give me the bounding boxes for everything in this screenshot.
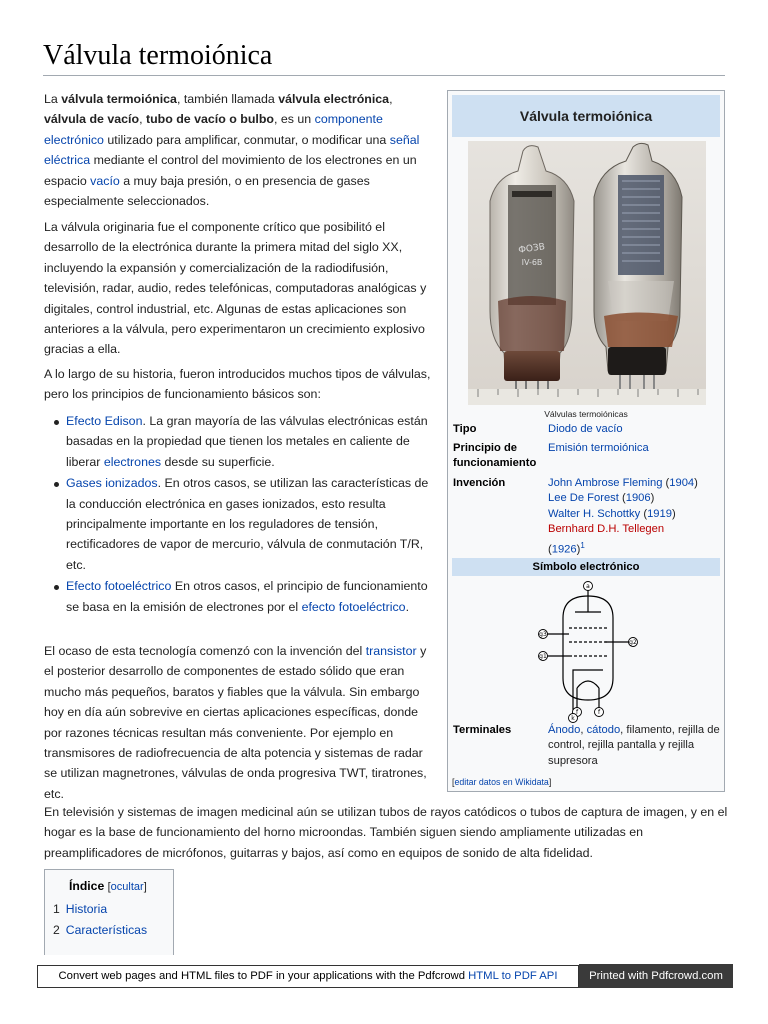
- bold-term: válvula electrónica: [278, 92, 390, 106]
- link-anodo[interactable]: Ánodo: [548, 724, 581, 736]
- wikidata-edit: [editar datos en Wikidata]: [452, 777, 552, 787]
- symbol-label-g1: g1: [539, 653, 547, 660]
- text: , filamento, rejilla de control, rejilla pantalla y rejilla supresora: [548, 724, 720, 767]
- list-item: [50, 473, 435, 575]
- text: .: [405, 599, 410, 614]
- text: , también llamada: [176, 92, 279, 106]
- text: y el posterior desarrollo de componentes de estado sólido que eran mucho más pequeños, baratos y fiables que la válvula. Sin embargo hoy en día aún sobrevive en ciertas aplicaciones específicas, donde por razones técnicas resultan más conveniente. Por ejemplo en transmisores de radiofrecuencia de alta potencia y sistemas de radar se utilizan magnetrones, válvulas de onda progresiva TWT, tiratrones, etc.: [44, 644, 427, 801]
- text: , es un: [274, 112, 315, 127]
- inventor-entry: John Ambrose Fleming (1904): [548, 477, 698, 489]
- toc-header: Índice [ocultar]: [69, 879, 147, 893]
- inventor-entry: Lee De Forest (1906): [548, 492, 655, 505]
- photo-caption: Válvulas termoiónicas: [544, 409, 628, 419]
- toc-toggle-link[interactable]: ocultar: [110, 881, 144, 893]
- decline-paragraph: [44, 641, 434, 804]
- text: . La gran mayoría de las válvulas electrónicas están basadas en la propiedad que tienen los metales en caliente de liberar: [66, 414, 428, 469]
- photo-tube-marking: IV-6B: [521, 258, 543, 267]
- link-senal-electrica[interactable]: señal eléctrica: [44, 132, 420, 168]
- inventor-entry: Walter H. Schottky (1919): [548, 507, 676, 520]
- text: . En otros casos, se utilizan las características de la conducción electrónica en gases ionizados, esto resulta principalmente importante en los reguladores de tensión, rectificadores de vapor de mercurio, válvula de conmutación T/R, etc.: [66, 476, 429, 572]
- svg-text:ФОЗВ: ФОЗВ: [517, 242, 546, 256]
- pdfcrowd-banner: [37, 965, 579, 988]
- text: utilizado para amplificar, conmutar, o modificar una: [103, 132, 390, 147]
- principles-intro: A lo largo de su historia, fueron introducidos muchos tipos de válvulas, pero los principios de funcionamiento básicos son:: [44, 367, 431, 402]
- row-label: Terminales: [453, 724, 512, 736]
- link-gases-ionizados[interactable]: Gases ionizados: [66, 476, 158, 491]
- toc-title: Índice: [69, 879, 105, 893]
- inventors-list: [548, 476, 723, 558]
- html-to-pdf-api-link[interactable]: HTML to PDF API: [468, 970, 558, 982]
- link-year[interactable]: 1919: [647, 507, 672, 520]
- symbol-label-a: a: [586, 583, 590, 590]
- list-item: [50, 576, 435, 617]
- link-transistor[interactable]: transistor: [365, 644, 417, 658]
- infobox: [447, 90, 725, 792]
- page-title: Válvula termoiónica: [43, 40, 273, 71]
- link-inventor-schottky[interactable]: Walter H. Schottky: [548, 507, 641, 520]
- table-of-contents: [44, 869, 174, 955]
- redlink-inventor-tellegen[interactable]: Bernhard D.H. Tellegen: [548, 523, 665, 536]
- link-year[interactable]: 1906: [625, 492, 651, 505]
- text: ,: [139, 112, 146, 127]
- infobox-title: Válvula termoiónica: [452, 95, 720, 137]
- toc-number: 1: [53, 902, 60, 916]
- text: La: [44, 92, 62, 106]
- bold-term: válvula de vacío: [44, 112, 140, 127]
- list-item: [50, 411, 435, 472]
- printed-with-pdfcrowd[interactable]: Printed with Pdfcrowd.com: [579, 964, 733, 988]
- text: En otros casos, el principio de funcionamiento se basa en la emisión de electrones por el: [66, 579, 428, 614]
- bold-term: válvula termoiónica: [61, 92, 177, 106]
- text: ,: [389, 92, 393, 106]
- symbol-label-k: k: [571, 715, 575, 722]
- toc-link-historia[interactable]: Historia: [65, 902, 108, 916]
- symbol-label-f1: f: [575, 709, 579, 716]
- link-inventor-fleming[interactable]: John Ambrose Fleming: [548, 477, 663, 489]
- link-vacio[interactable]: vacío: [90, 173, 120, 188]
- row-label: Principio de funcionamiento: [453, 442, 537, 470]
- inventor-entry: $(1926)^1$: [548, 540, 585, 556]
- terminales-value: Ánodo, cátodo, filamento, rejilla de control, rejilla pantalla y rejilla supresora: [548, 724, 720, 767]
- symbol-header: Símbolo electrónico: [452, 558, 720, 576]
- link-componente-electronico[interactable]: componente electrónico: [44, 112, 383, 147]
- bold-term: tubo de vacío o bulbo: [145, 112, 274, 127]
- link-emision-termoionica[interactable]: Emisión termoiónica: [548, 442, 649, 454]
- text: mediante el control del movimiento de los electrones en un espacio: [44, 153, 417, 188]
- link-electrones[interactable]: electrones: [103, 454, 162, 469]
- link-efecto-fotoelectrico[interactable]: Efecto fotoeléctrico: [66, 579, 172, 594]
- link-diodo-de-vacio[interactable]: Diodo de vacío: [548, 423, 623, 435]
- inventor-entry: [548, 522, 723, 537]
- title-divider: [43, 75, 725, 76]
- link-catodo[interactable]: cátodo: [586, 724, 621, 736]
- symbol-label-f2: f: [597, 709, 601, 716]
- link-year[interactable]: 1904: [669, 477, 695, 489]
- intro-paragraph: [44, 89, 434, 211]
- toc-item[interactable]: [53, 902, 107, 916]
- link-efecto-edison[interactable]: Efecto Edison: [66, 414, 143, 428]
- principles-list: [50, 411, 435, 618]
- reference-link[interactable]: 1: [580, 540, 585, 550]
- symbol-label-g2: g2: [629, 639, 637, 646]
- text: desde su superficie.: [161, 454, 275, 469]
- row-label: Invención: [453, 477, 506, 489]
- symbol-label-g3: g3: [539, 631, 547, 638]
- decline-paragraph-continued: En televisión y sistemas de imagen medicinal aún se utilizan tubos de rayos catódicos o tubos de captura de imagen, y en el hogar es la base de funcionamiento del horno microondas. También siguen siendo ampliamente utilizadas en preamplificadores de micrófonos, guitarras y bajos, así como en equipos de sonido de alta fidelidad.: [44, 805, 728, 860]
- text: El ocaso de esta tecnología comenzó con la invención del: [44, 644, 366, 658]
- text: a muy baja presión, o en presencia de gases especialmente seleccionados.: [44, 173, 370, 209]
- vacuum-tube-photo[interactable]: [468, 141, 706, 405]
- banner-text: Convert web pages and HTML files to PDF in your applications with the Pdfcrowd: [58, 970, 469, 982]
- toc-item[interactable]: [53, 923, 147, 937]
- link-inventor-de-forest[interactable]: Lee De Forest: [548, 492, 619, 505]
- link-efecto-fotoelectrico-2[interactable]: efecto fotoeléctrico: [301, 599, 406, 614]
- link-year[interactable]: 1926: [551, 543, 577, 556]
- toc-number: 2: [53, 923, 60, 937]
- toc-link-caracteristicas[interactable]: Características: [65, 923, 148, 937]
- tube-symbol-diagram: [533, 578, 643, 723]
- row-label: Tipo: [453, 423, 477, 435]
- link-editar-wikidata[interactable]: editar datos en Wikidata: [454, 777, 549, 787]
- history-paragraph: La válvula originaria fue el componente crítico que posibilitó el desarrollo de la electrónica durante la primera mitad del siglo XX, incluyendo la expansión y comercialización de la radiodifusión, televisión, radar, audio, redes telefónicas, computadoras analógicas y digitales, control industrial, etc. Algunas de estas aplicaciones son anteriores a la válvula, pero experimentaron un crecimiento explosivo gracias a ella.: [44, 220, 427, 357]
